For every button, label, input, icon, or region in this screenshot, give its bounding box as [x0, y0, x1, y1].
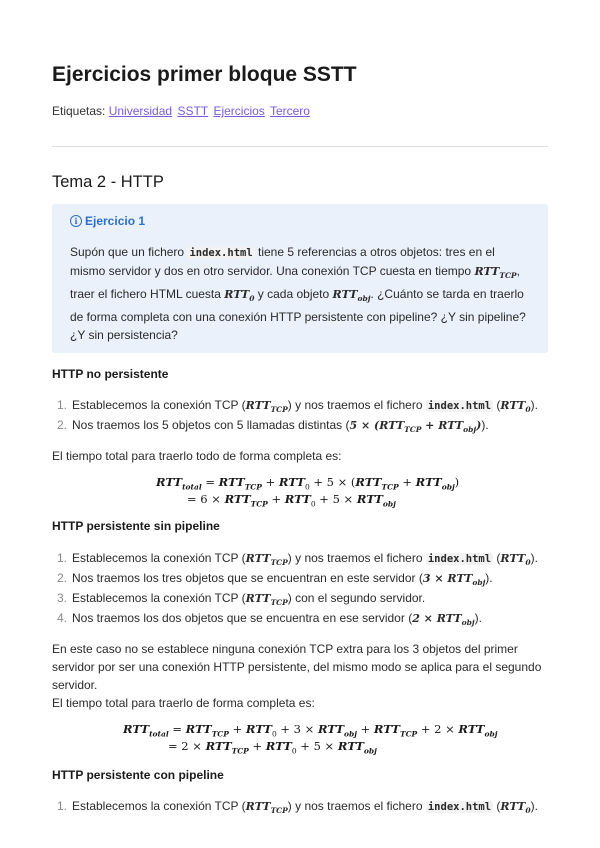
math-rtt-tcp: $RTT_{TCP}$ — [474, 265, 517, 281]
math-rtt-0: $RTT_0$ — [500, 800, 531, 816]
equation-block: $RTT_{total} = RTT_{TCP} + RTT_0 + 3 \times RTT_{obj} + RTT_{TCP} + 2 \times RTT_{obj}$ = $2 \times RTT_{TCP} + RTT_0 + 5 \times RTT_{obj}$ — [123, 722, 498, 756]
list-text: ) con el segundo servidor. — [287, 591, 426, 605]
list-number: 1. — [56, 398, 67, 412]
list-text: ) y nos traemos el fichero — [287, 398, 423, 412]
math-rtt-tcp: $RTT_{TCP}$ — [245, 552, 288, 568]
list-text: ). — [474, 611, 482, 625]
tags-row — [52, 104, 312, 118]
list-number: 3. — [56, 591, 67, 605]
callout-text: . ¿Cuánto se tarda en traerlo de forma completa con una conexión HTTP persistente con pipeline? ¿Y sin pipeline? ¿Y sin persistencia? — [70, 287, 526, 343]
list-item — [52, 415, 538, 435]
ordered-list — [52, 395, 538, 435]
list-text: Nos traemos los tres objetos que se encuentran en este servidor ( — [72, 571, 423, 585]
paragraph: El tiempo total para traerlo todo de forma completa es: — [52, 449, 342, 463]
inline-code: index.html — [427, 801, 492, 813]
tag-link[interactable]: Universidad — [108, 104, 173, 118]
equation-block: $RTT_{total} = RTT_{TCP} + RTT_0 + 5 \times (RTT_{TCP} + RTT_{obj})$ = $6 \times RTT_{TCP} + RTT_0 + 5 \times RTT_{obj}$ — [156, 475, 460, 509]
list-text: Nos traemos los 5 objetos con 5 llamadas distintas ( — [72, 418, 350, 432]
list-text: ). — [485, 571, 493, 585]
paragraph: El tiempo total para traerlo de forma completa es: — [52, 696, 315, 710]
list-item: 1. Establecemos la conexión TCP $(RTT_{TCP})$ y nos traemos el fichero index.html $(RTT_0)$. — [52, 548, 538, 568]
subsection-heading: HTTP persistente con pipeline — [52, 768, 224, 782]
callout-body — [70, 243, 530, 344]
list-text: Establecemos la conexión TCP ( — [72, 398, 246, 412]
page-title: Ejercicios primer bloque SSTT — [52, 63, 357, 86]
callout-text: y cada objeto — [257, 287, 330, 302]
ordered-list — [52, 796, 538, 816]
list-text: Establecemos la conexión TCP ( — [72, 799, 246, 813]
list-item: 1. Establecemos la conexión TCP $(RTT_{TCP})$ y nos traemos el fichero index.html $(RTT_0)$. — [52, 395, 538, 415]
tags-label: Etiquetas: — [52, 104, 106, 118]
list-text: ) y nos traemos el fichero — [287, 551, 423, 565]
inline-code: index.html — [427, 553, 492, 565]
callout-text: Supón que un fichero — [70, 245, 185, 259]
list-item — [52, 608, 538, 628]
tag-link[interactable]: Ejercicios — [213, 104, 265, 118]
list-text: Nos traemos los dos objetos que se encuentra en ese servidor ( — [72, 611, 413, 625]
math-rtt-tcp: $RTT_{TCP}$ — [245, 399, 288, 415]
list-text: ). — [481, 418, 489, 432]
inline-code: index.html — [189, 247, 253, 259]
list-item — [52, 588, 538, 608]
callout-text: tiene 5 referencias a otros objetos: tres en el mismo servidor y dos en otro servidor. Una conexión TCP cuesta en tiempo — [70, 245, 495, 278]
list-number: 2. — [56, 571, 67, 585]
divider — [52, 146, 548, 147]
math-rtt-tcp: $RTT_{TCP}$ — [245, 800, 288, 816]
ordered-list — [52, 548, 538, 628]
math-rtt-obj: $RTT_{obj}$ — [332, 288, 371, 304]
list-item: 1. Establecemos la conexión TCP $(RTT_{TCP})$ y nos traemos el fichero index.html $(RTT_0)$. — [52, 796, 538, 816]
math-rtt-tcp: $RTT_{TCP}$ — [245, 592, 288, 608]
list-number: 4. — [56, 611, 67, 625]
math-expr: $3 \times RTT_{obj}$ — [422, 572, 486, 588]
list-number: 2. — [56, 418, 67, 432]
list-text: Establecemos la conexión TCP ( — [72, 591, 246, 605]
callout-title-text: Ejercicio 1 — [85, 214, 146, 228]
tag-link[interactable]: SSTT — [177, 104, 209, 118]
math-rtt-0: $RTT_0$ — [500, 399, 531, 415]
subsection-heading: HTTP no persistente — [52, 367, 169, 381]
math-expr: $5 \times (RTT_{TCP} + RTT_{obj})$ — [349, 419, 482, 435]
callout-title — [70, 214, 530, 228]
tag-link[interactable]: Tercero — [269, 104, 310, 118]
math-expr: $2 \times RTT_{obj}$ — [412, 612, 475, 628]
paragraph: En este caso no se establece ninguna conexión TCP extra para los 3 objetos del primer servidor por ser una conexión HTTP persistente, del mismo modo se aplica para el segundo servidor. — [52, 642, 542, 692]
subsection-heading: HTTP persistente sin pipeline — [52, 519, 220, 533]
math-rtt-0: $RTT_0$ — [500, 552, 531, 568]
section-title: Tema 2 - HTTP — [52, 173, 164, 191]
list-number: 1. — [56, 551, 67, 565]
callout-text: , traer el fichero HTML cuesta — [70, 264, 520, 302]
inline-code: index.html — [427, 400, 492, 412]
list-text: ) y nos traemos el fichero — [287, 799, 423, 813]
list-text: Establecemos la conexión TCP ( — [72, 551, 246, 565]
list-number: 1. — [56, 799, 67, 813]
exercise-callout — [52, 204, 548, 353]
list-item — [52, 568, 538, 588]
math-rtt-0: $RTT_0$ — [224, 288, 255, 304]
info-icon: i — [70, 215, 82, 227]
